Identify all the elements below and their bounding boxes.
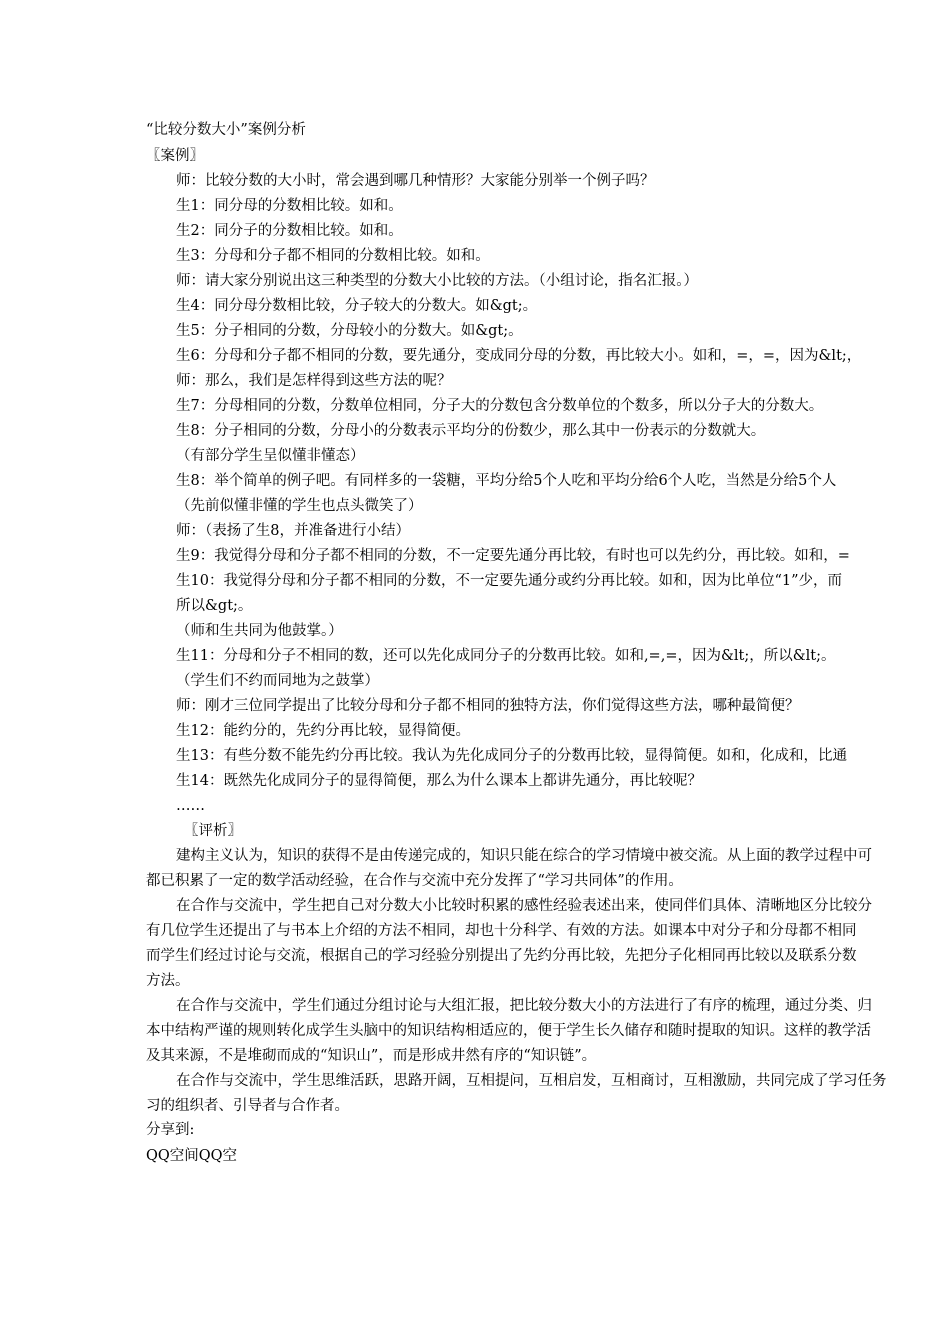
- dialogue-line: 生9：我觉得分母和分子都不相同的分数，不一定要先通分再比较，有时也可以先约分，再比较。如和，=: [176, 548, 850, 564]
- paragraph-line: 在合作与交流中，学生思维活跃，思路开阔，互相提问，互相启发，互相商讨，互相激励，共同完成了学习任务: [176, 1073, 887, 1089]
- paragraph-line: 有几位学生还提出了与书本上介绍的方法不相同，却也十分科学、有效的方法。如课本中对分子和分母都不相同: [146, 923, 857, 939]
- document-title: “比较分数大小”案例分析: [146, 122, 306, 138]
- dialogue-line: 生12：能约分的，先约分再比较，显得简便。: [176, 723, 470, 739]
- comment-paragraph: [146, 844, 950, 894]
- paragraph-line: 而学生们经过讨论与交流，根据自己的学习经验分别提出了先约分再比较，先把分子化相同再比较以及联系分数: [146, 948, 857, 964]
- paragraph-line: 方法。: [146, 973, 190, 989]
- dialogue-line: 生8：分子相同的分数，分母小的分数表示平均分的份数少，那么其中一份表示的分数就大。: [176, 423, 766, 439]
- dialogue-line: 生3：分母和分子都不相同的分数相比较。如和。: [176, 248, 490, 264]
- dialogue-line: 生5：分子相同的分数，分母较小的分数大。如&gt;。: [176, 323, 523, 339]
- dialogue-line: 生13：有些分数不能先约分再比较。我认为先化成同分子的分数再比较，显得简便。如和，化成和，比通: [176, 748, 847, 764]
- dialogue-line: 生14：既然先化成同分子的显得简便，那么为什么课本上都讲先通分，再比较呢？: [176, 773, 702, 789]
- dialogue-line: 生10：我觉得分母和分子都不相同的分数，不一定要先通分或约分再比较。如和，因为比单位“1”少，而: [176, 573, 842, 589]
- paragraph-line: 在合作与交流中，学生们通过分组讨论与大组汇报，把比较分数大小的方法进行了有序的梳理，通过分类、归: [176, 998, 872, 1014]
- comment-paragraph: [146, 894, 950, 994]
- paragraph-line: 在合作与交流中，学生把自己对分数大小比较时积累的感性经验表述出来，使同伴们具体、清晰地区分比较分: [176, 898, 872, 914]
- dialogue-line: 师：比较分数的大小时，常会遇到哪几种情形？大家能分别举一个例子吗？: [176, 173, 655, 189]
- dialogue-line: 生6：分母和分子都不相同的分数，要先通分，变成同分母的分数，再比较大小。如和，=，=，因为&lt;，: [176, 348, 862, 364]
- dialogue-line: （学生们不约而同地为之鼓掌）: [176, 673, 379, 689]
- share-qzone-link[interactable]: QQ空间QQ空: [146, 1148, 238, 1164]
- dialogue-line: 生8：举个简单的例子吧。有同样多的一袋糖，平均分给5个人吃和平均分给6个人吃，当然是分给5个人: [176, 473, 837, 489]
- comment-paragraph: [146, 1069, 950, 1119]
- comment-paragraph: [146, 994, 950, 1069]
- paragraph-line: 本中结构严谨的规则转化成学生头脑中的知识结构相适应的，便于学生长久储存和随时提取的知识。这样的教学活: [146, 1023, 871, 1039]
- dialogue-line: 生2：同分子的分数相比较。如和。: [176, 223, 403, 239]
- dialogue-line: 师：刚才三位同学提出了比较分母和分子都不相同的独特方法，你们觉得这些方法，哪种最简便？: [176, 698, 800, 714]
- dialogue-line: （师和生共同为他鼓掌。）: [176, 623, 343, 639]
- comment-heading: 〖评析〗: [184, 823, 242, 839]
- case-heading: 〖案例〗: [146, 148, 204, 164]
- dialogue-line: 生7：分母相同的分数，分数单位相同，分子大的分数包含分数单位的个数多，所以分子大的分数大。: [176, 398, 824, 414]
- dialogue-line: 所以&gt;。: [176, 598, 253, 614]
- dialogue-line: 师：（表扬了生8，并准备进行小结）: [176, 523, 410, 539]
- paragraph-line: 建构主义认为，知识的获得不是由传递完成的，知识只能在综合的学习情境中被交流。从上面的教学过程中可: [176, 848, 872, 864]
- paragraph-line: 都已积累了一定的数学活动经验，在合作与交流中充分发挥了“学习共同体”的作用。: [146, 873, 683, 889]
- dialogue-line: （先前似懂非懂的学生也点头微笑了）: [176, 498, 423, 514]
- dialogue-line: 师：那么，我们是怎样得到这些方法的呢？: [176, 373, 452, 389]
- dialogue-line: ……: [176, 798, 205, 814]
- paragraph-line: 及其来源，不是堆砌而成的“知识山”，而是形成井然有序的“知识链”。: [146, 1048, 597, 1064]
- dialogue-line: 生11：分母和分子不相同的数，还可以先化成同分子的分数再比较。如和,=,=，因为&lt;，所以&lt;。: [176, 648, 836, 664]
- dialogue-line: 生1：同分母的分数相比较。如和。: [176, 198, 403, 214]
- dialogue-line: 生4：同分母分数相比较，分子较大的分数大。如&gt;。: [176, 298, 538, 314]
- dialogue-line: 师：请大家分别说出这三种类型的分数大小比较的方法。（小组讨论，指名汇报。）: [176, 273, 698, 289]
- dialogue-line: （有部分学生呈似懂非懂态）: [176, 448, 365, 464]
- share-label: 分享到:: [146, 1122, 195, 1138]
- paragraph-line: 习的组织者、引导者与合作者。: [146, 1098, 349, 1114]
